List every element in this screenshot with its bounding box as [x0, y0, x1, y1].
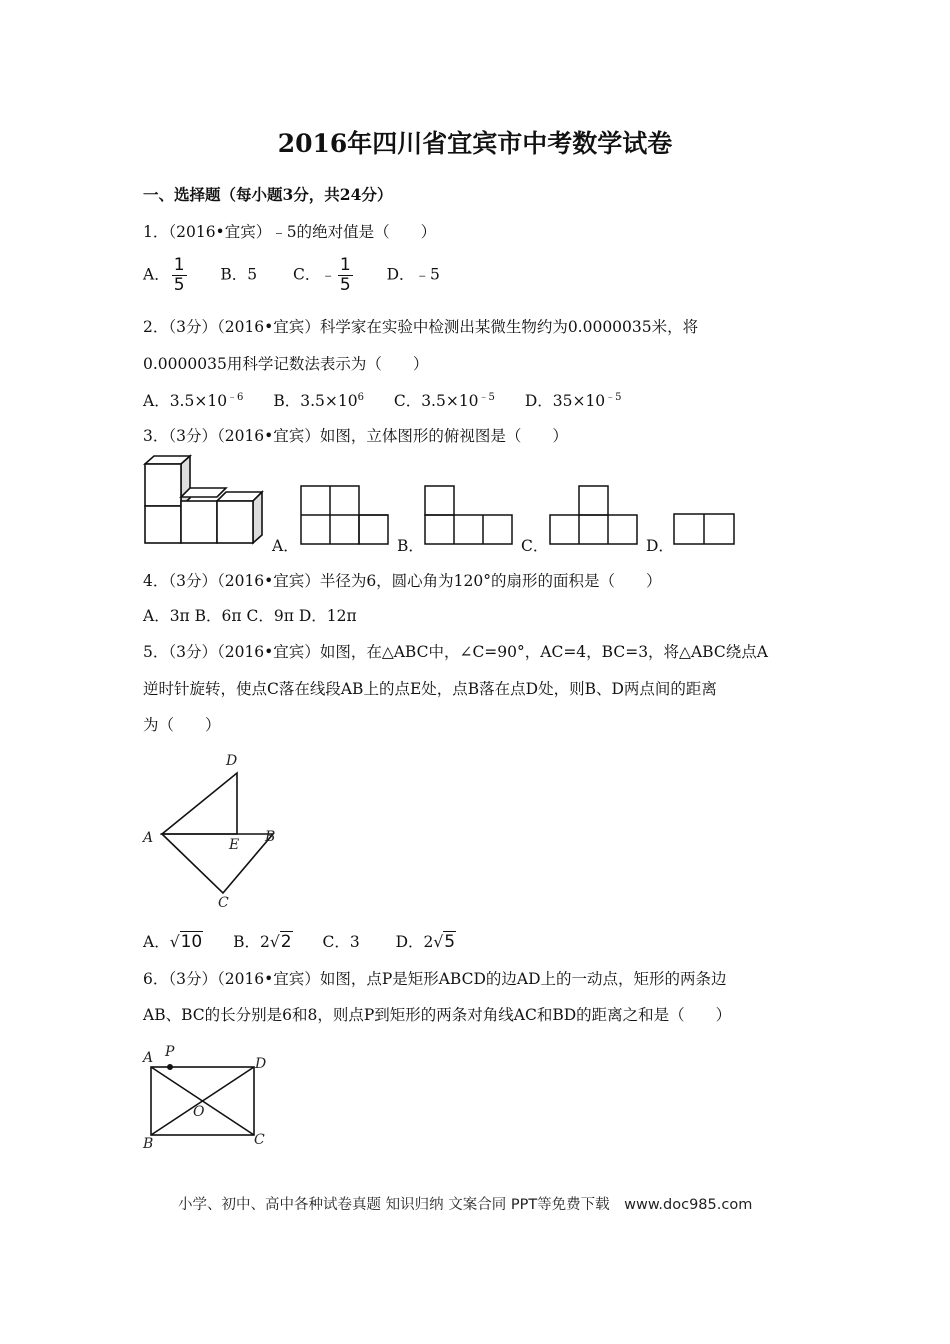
q6-label-p: P	[165, 1044, 175, 1060]
q2-option-b: B．$3.5\times 10^6$	[273, 392, 364, 411]
q3-option-d-figure	[673, 513, 735, 545]
q6-label-c: C	[254, 1132, 265, 1148]
q2-option-a: A．$3.5\times 10^{﹣6}$	[143, 392, 244, 411]
q5-option-d: D．2√5	[395, 932, 456, 952]
q1-option-c-label: C．﹣	[293, 265, 336, 284]
q2-option-d: D．$35\times 10^{﹣5}$	[524, 392, 622, 411]
q5-option-a: A．√10	[143, 932, 203, 952]
question-2-line-1: 2．（3分）（2016•宜宾）科学家在实验中检测出某微生物约为0.0000035米，将	[143, 318, 699, 336]
q5-label-d: D	[226, 753, 238, 769]
q3-option-b-figure	[424, 485, 514, 545]
q3-option-c-label: C．	[521, 537, 549, 555]
question-5-line-3: 为（ ）	[143, 716, 221, 734]
q5-option-b: B．2√2	[233, 932, 292, 952]
section-heading: 一、选择题（每小题3分，共24分）	[143, 185, 393, 204]
q1-option-d: D．﹣5	[386, 265, 440, 284]
q5-label-b: B	[265, 829, 276, 845]
q6-label-o: O	[193, 1104, 205, 1120]
q6-label-d: D	[255, 1056, 267, 1072]
question-1-options	[143, 256, 440, 295]
page-title: 2016年四川省宜宾市中考数学试卷	[277, 129, 673, 158]
question-2-options	[143, 388, 622, 411]
question-4-options: A．3π B．6π C．9π D．12π	[143, 607, 357, 625]
question-1-stem: 1．（2016•宜宾）﹣5的绝对值是（ ）	[143, 223, 437, 241]
q3-option-a-label: A．	[272, 537, 299, 555]
question-3-stem: 3．（3分）（2016•宜宾）如图，立体图形的俯视图是（ ）	[143, 427, 568, 445]
q1-option-b: B．5	[220, 265, 258, 284]
question-6-line-2: AB、BC的长分别是6和8，则点P到矩形的两条对角线AC和BD的距离之和是（ ）	[143, 1006, 732, 1024]
question-5-line-1: 5．（3分）（2016•宜宾）如图，在△ABC中，∠C=90°，AC=4，BC=3，将△ABC绕点A	[143, 643, 768, 661]
question-4-stem: 4．（3分）（2016•宜宾）半径为6，圆心角为120°的扇形的面积是（ ）	[143, 572, 662, 590]
q1-option-a-label: A．	[143, 265, 170, 284]
question-6-line-1: 6．（3分）（2016•宜宾）如图，点P是矩形ABCD的边AD上的一动点，矩形的两条边	[143, 970, 727, 988]
q6-label-a: A	[143, 1050, 154, 1066]
q1-option-a-fraction: $\frac{1}{5}$	[173, 255, 185, 295]
q5-option-c: C．3	[322, 933, 360, 951]
q2-option-c: C．$3.5\times 10^{﹣5}$	[393, 392, 495, 411]
q6-label-b: B	[143, 1136, 154, 1152]
q5-triangle-figure	[140, 748, 290, 913]
q3-option-c-figure	[549, 485, 639, 545]
q3-option-b-label: B．	[397, 537, 424, 555]
q6-rectangle-figure	[140, 1040, 280, 1155]
q1-option-c-fraction: $\frac{1}{5}$	[339, 255, 351, 295]
q5-label-c: C	[218, 895, 229, 911]
question-5-line-2: 逆时针旋转，使点C落在线段AB上的点E处，点B落在点D处，则B、D两点间的距离	[143, 680, 717, 698]
q3-solid-figure	[140, 455, 270, 547]
q3-option-a-figure	[300, 485, 390, 545]
q3-option-d-label: D．	[646, 537, 674, 555]
q5-label-e: E	[229, 837, 240, 853]
question-5-options	[143, 930, 456, 952]
question-2-line-2: 0.0000035用科学记数法表示为（ ）	[143, 355, 429, 373]
q5-label-a: A	[143, 830, 154, 846]
page-footer: 小学、初中、高中各种试卷真题 知识归纳 文案合同 PPT等免费下载 www.doc985.com	[178, 1197, 753, 1213]
